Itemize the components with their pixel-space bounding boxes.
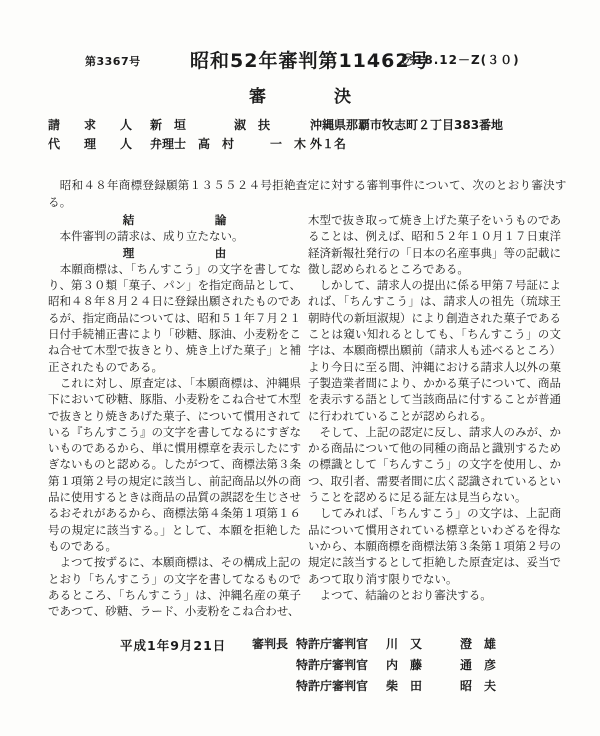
party-row-claimant — [48, 116, 570, 135]
body-paragraph: してみれば、「ちんすこう」の文字は、上記商品について慣用されている標章といわざるを得ないから、本願商標を商標法第３条第１項第２号の規定に該当するとして拒絶した原査定は、妥当であつて取り消す限りでない。 — [308, 506, 561, 586]
party-role: 請 求 人 — [48, 118, 133, 132]
judge-title: 特許庁審判官 — [296, 679, 369, 693]
trial-case-number: 昭和52年審判第11462号 — [190, 50, 430, 72]
party-name: 新 垣 淑 扶 — [150, 118, 271, 132]
judge-given-name: 通 彦 — [460, 658, 497, 672]
body-columns — [48, 212, 561, 619]
judge-surname: 川 又 — [386, 637, 423, 651]
body-paragraph: 本件審判の請求は、成り立たない。 — [48, 229, 244, 244]
document-number: 第3367号 — [85, 55, 141, 68]
judge-row — [252, 676, 496, 697]
judge-title: 特許庁審判官 — [296, 658, 369, 672]
judge-given-name: 昭 夫 — [460, 679, 497, 693]
body-paragraph: 木型で抜き取って焼き上げた菓子をいうものであることは、例えば、昭和５２年１０月１７日東洋経済新報社発行の「日本の名産事典」等の記載に徴し認められるところである。 — [308, 213, 561, 276]
body-paragraph: そして、上記の認定に反し、請求人のみが、かかる商品について他の同種の商品と識別するための標識として「ちんすこう」の文字を使用し、かつ、取引者、需要者間に広く認識されているということを認めるに足る証左は見当らない。 — [308, 424, 561, 505]
body-paragraph: しかして、請求人の提出に係る甲第７号証によれば、「ちんすこう」は、請求人の祖先（琉球王朝時代の新垣淑規）により創造された菓子であることは窺い知れるとしても、「ちんすこう」の文字は、本願商標出願前（請求人も述べるところ）より今日に至る間、沖縄における請求人以外の菓子製造業者間により、かかる菓子について、商品を表示する語として当該商品に付することが普通に行われていることが認められる。 — [308, 278, 561, 423]
judge-row — [252, 655, 496, 676]
judge-role: 審判長 — [252, 637, 289, 651]
parties-block — [48, 116, 570, 154]
party-row-agent — [48, 135, 570, 154]
decision-title: 審 決 — [249, 87, 351, 107]
body-paragraph: よつて按ずるに、本願商標は、その構成上記のとおり「ちんすこう」の文字を書してなるものであるところ、「ちんすこう」は、沖縄名産の菓子であつて、砂糖、ラード、小麦粉をこね合わせ、 — [48, 555, 301, 619]
judge-role — [252, 676, 296, 697]
section-heading: 結 論 — [122, 213, 227, 227]
party-address: 沖縄県那覇市牧志町２丁目383番地 — [310, 118, 504, 132]
judge-surname: 柴 田 — [386, 679, 423, 693]
body-paragraph: 本願商標は、「ちんすこう」の文字を書してなり、第３０類「菓子、パン」を指定商品として、昭和４８年８月２４日に登録出願されたものであるが、指定商品については、昭和５１年７月２１日付手続補正書により「砂糖、豚油、小麦粉をこね合せて木型で抜きとり、焼き上げた菓子」と補正されたものである。 — [48, 261, 301, 374]
body-right-column — [308, 212, 561, 619]
classification-code: ㋐18.12－Z(３０) — [402, 53, 520, 67]
intro-sentence: 昭和４８年商標登録願第１３５５２４号拒絶査定に対する審判事件について、次のとおり審決する。 — [48, 178, 567, 209]
judge-title: 特許庁審判官 — [296, 637, 369, 651]
body-left-column — [48, 212, 301, 619]
judges-list — [252, 634, 496, 697]
section-heading: 理 由 — [122, 245, 227, 260]
judge-role — [252, 655, 296, 676]
judge-surname: 内 藤 — [386, 658, 423, 672]
party-name: 弁理士 高 村 一 木 — [150, 137, 307, 151]
document-header — [0, 46, 600, 76]
judge-given-name: 澄 雄 — [460, 637, 497, 651]
party-extra: 外１名 — [310, 137, 347, 151]
body-paragraph: これに対し、原査定は、「本願商標は、沖縄県下において砂糖、豚脂、小麦粉をこね合せて木型で抜きとり焼きあげた菓子、について慣用されている『ちんすこう』の文字を書してなるにすぎないものであるから、単に慣用標章を表示したにすぎないものと認める。したがつて、商標法第３条第１項第２号の規定に該当し、前記商品以外の商品に使用するときは商品の品質の誤認を生じさせるおそれがあるから、商標法第４条第１項第１６号の規定に該当する。」として、本願を拒絶したものである。 — [48, 375, 301, 553]
party-role: 代 理 人 — [48, 137, 133, 151]
judge-row — [252, 634, 496, 655]
body-paragraph: よつて、結論のとおり審決する。 — [308, 587, 492, 602]
decision-date: 平成1年9月21日 — [120, 638, 227, 653]
